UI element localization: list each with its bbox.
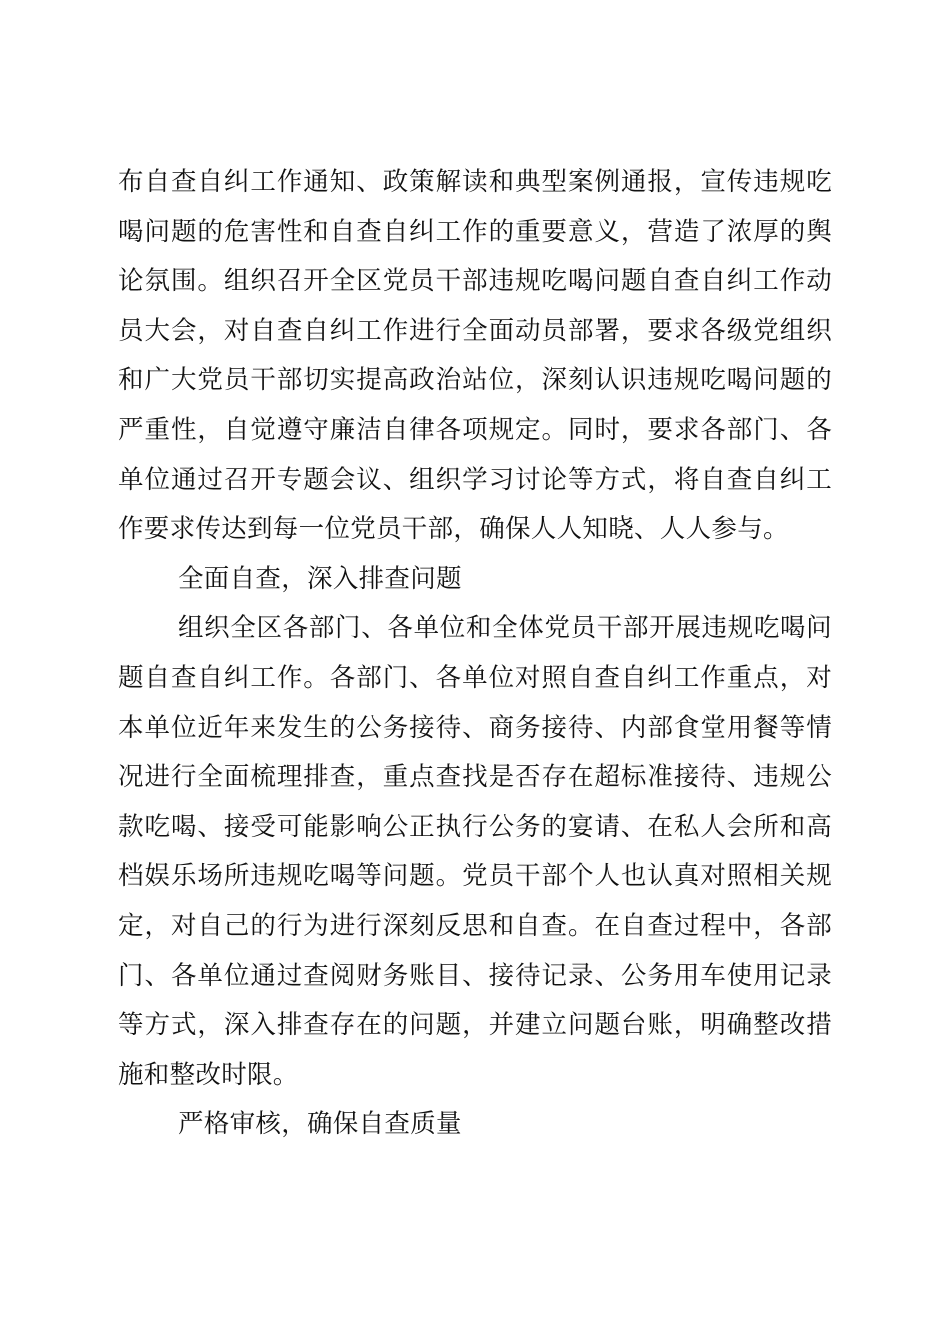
section-heading-2 — [118, 1100, 832, 1150]
text-line: 门、各单位通过查阅财务账目、接待记录、公务用车使用记录 — [118, 960, 832, 991]
text-line: 布自查自纠工作通知、政策解读和典型案例通报，宣传违规吃 — [118, 167, 832, 197]
section-heading-1 — [118, 555, 832, 605]
text-line: 严重性，自觉遵守廉洁自律各项规定。同时，要求各部门、各 — [118, 414, 832, 445]
section-heading: 全面自查，深入排查问题 — [178, 563, 462, 594]
text-line: 喝问题的危害性和自查自纠工作的重要意义，营造了浓厚的舆 — [118, 216, 832, 247]
text-line: 题自查自纠工作。各部门、各单位对照自查自纠工作重点，对 — [118, 662, 832, 693]
text-line: 施和整改时限。 — [118, 1059, 299, 1090]
text-line: 作要求传达到每一位党员干部，确保人人知晓、人人参与。 — [118, 514, 789, 545]
paragraph-1 — [118, 158, 832, 555]
text-line: 论氛围。组织召开全区党员干部违规吃喝问题自查自纠工作动 — [118, 266, 832, 297]
text-line: 和广大党员干部切实提高政治站位，深刻认识违规吃喝问题的 — [118, 365, 832, 396]
text-line: 组织全区各部门、各单位和全体党员干部开展违规吃喝问 — [178, 613, 832, 644]
document-body — [118, 158, 832, 1150]
text-line: 员大会，对自查自纠工作进行全面动员部署，要求各级党组织 — [118, 315, 832, 346]
text-line: 等方式，深入排查存在的问题，并建立问题台账，明确整改措 — [118, 1010, 832, 1041]
text-line: 单位通过召开专题会议、组织学习讨论等方式，将自查自纠工 — [118, 464, 832, 495]
section-heading: 严格审核，确保自查质量 — [178, 1109, 462, 1140]
text-line: 定，对自己的行为进行深刻反思和自查。在自查过程中，各部 — [118, 910, 832, 941]
text-line: 档娱乐场所违规吃喝等问题。党员干部个人也认真对照相关规 — [118, 861, 832, 892]
text-line: 款吃喝、接受可能影响公正执行公务的宴请、在私人会所和高 — [118, 811, 832, 842]
text-line: 本单位近年来发生的公务接待、商务接待、内部食堂用餐等情 — [118, 712, 832, 743]
text-line: 况进行全面梳理排查，重点查找是否存在超标准接待、违规公 — [118, 762, 832, 793]
paragraph-2 — [118, 604, 832, 1100]
